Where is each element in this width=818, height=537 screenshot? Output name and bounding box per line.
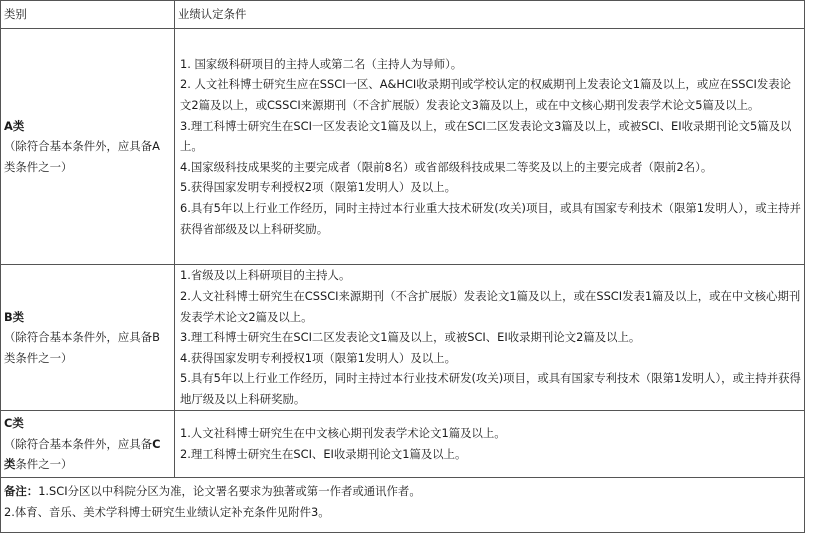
condition-item: 3.理工科博士研究生在SCI一区发表论文1篇及以上，或在SCI二区发表论文3篇及以上，或被SCI、EI收录期刊论文5篇及以上。 [180, 118, 792, 154]
category-cell-b [1, 265, 175, 411]
notes-text-1: 1.SCI分区以中科院分区为准，论文署名要求为独著或第一作者或通讯作者。 [38, 484, 421, 498]
notes-line-1 [4, 484, 421, 498]
condition-item: 4.获得国家发明专利授权1项（限第1发明人）及以上。 [180, 350, 456, 365]
category-note-c-bold: C类 [4, 436, 161, 472]
condition-item: 6.具有5年以上行业工作经历，同时主持过本行业重大技术研发(攻关)项目，或具有国家专利技术（限第1发明人），或主持并获得省部级及以上科研奖励。 [180, 200, 801, 236]
table-header-row [1, 1, 805, 29]
conditions-cell-b [175, 265, 805, 411]
category-note-c-suffix: 条件之一） [15, 457, 73, 472]
category-note-b: （除符合基本条件外，应具备B类条件之一） [4, 330, 160, 365]
condition-item: 1.人文社科博士研究生在中文核心期刊发表学术论文1篇及以上。 [180, 426, 506, 441]
table-row-c [1, 411, 805, 478]
condition-item: 5.获得国家发明专利授权2项（限第1发明人）及以上。 [180, 180, 456, 195]
category-note-c-prefix: （除符合基本条件外，应具备 [4, 436, 153, 451]
notes-cell [1, 478, 805, 533]
conditions-cell-c [175, 411, 805, 478]
category-note-c [4, 434, 171, 475]
condition-item: 4.国家级科技成果奖的主要完成者（限前8名）或省部级科技成果二等奖及以上的主要完成者（限前2名）。 [180, 159, 713, 174]
table-row-b [1, 265, 805, 411]
category-cell-c [1, 411, 175, 478]
category-cell-a [1, 29, 175, 265]
notes-line-2: 2.体育、音乐、美术学科博士研究生业绩认定补充条件见附件3。 [4, 504, 330, 519]
condition-item: 5.具有5年以上行业工作经历，同时主持过本行业技术研发(攻关)项目，或具有国家专利技术（限第1发明人），或主持并获得地厅级及以上科研奖励。 [180, 371, 801, 406]
condition-item: 2. 人文社科博士研究生应在SSCI一区、A&HCI收录期刊或学校认定的权威期刊上发表论文1篇及以上，或应在SSCI发表论文2篇及以上，或CSSCI来源期刊（不含扩展版）发表论文3篇及以上，或在中文核心期刊发表学术论文5篇及以上。 [180, 77, 792, 113]
condition-item: 3.理工科博士研究生在SCI二区发表论文1篇及以上，或被SCI、EI收录期刊论文2篇及以上。 [180, 330, 641, 345]
condition-item: 1.省级及以上科研项目的主持人。 [180, 268, 351, 283]
notes-row [1, 478, 805, 533]
condition-item: 2.人文社科博士研究生在CSSCI来源期刊（不含扩展版）发表论文1篇及以上，或在SSCI发表1篇及以上，或在中文核心期刊发表学术论文2篇及以上。 [180, 289, 801, 324]
conditions-cell-a [175, 29, 805, 265]
category-label-b: B类 [4, 309, 25, 324]
table-row-a [1, 29, 805, 265]
category-label-a: A类 [4, 118, 25, 133]
condition-item: 1. 国家级科研项目的主持人或第二名（主持人为导师）。 [180, 56, 463, 71]
category-note-a: （除符合基本条件外，应具备A类条件之一） [4, 139, 160, 174]
category-label-c: C类 [4, 416, 24, 431]
header-category: 类别 [1, 1, 175, 29]
header-conditions: 业绩认定条件 [175, 1, 805, 29]
condition-item: 2.理工科博士研究生在SCI、EI收录期刊论文1篇及以上。 [180, 447, 467, 461]
notes-label: 备注： [4, 484, 39, 498]
